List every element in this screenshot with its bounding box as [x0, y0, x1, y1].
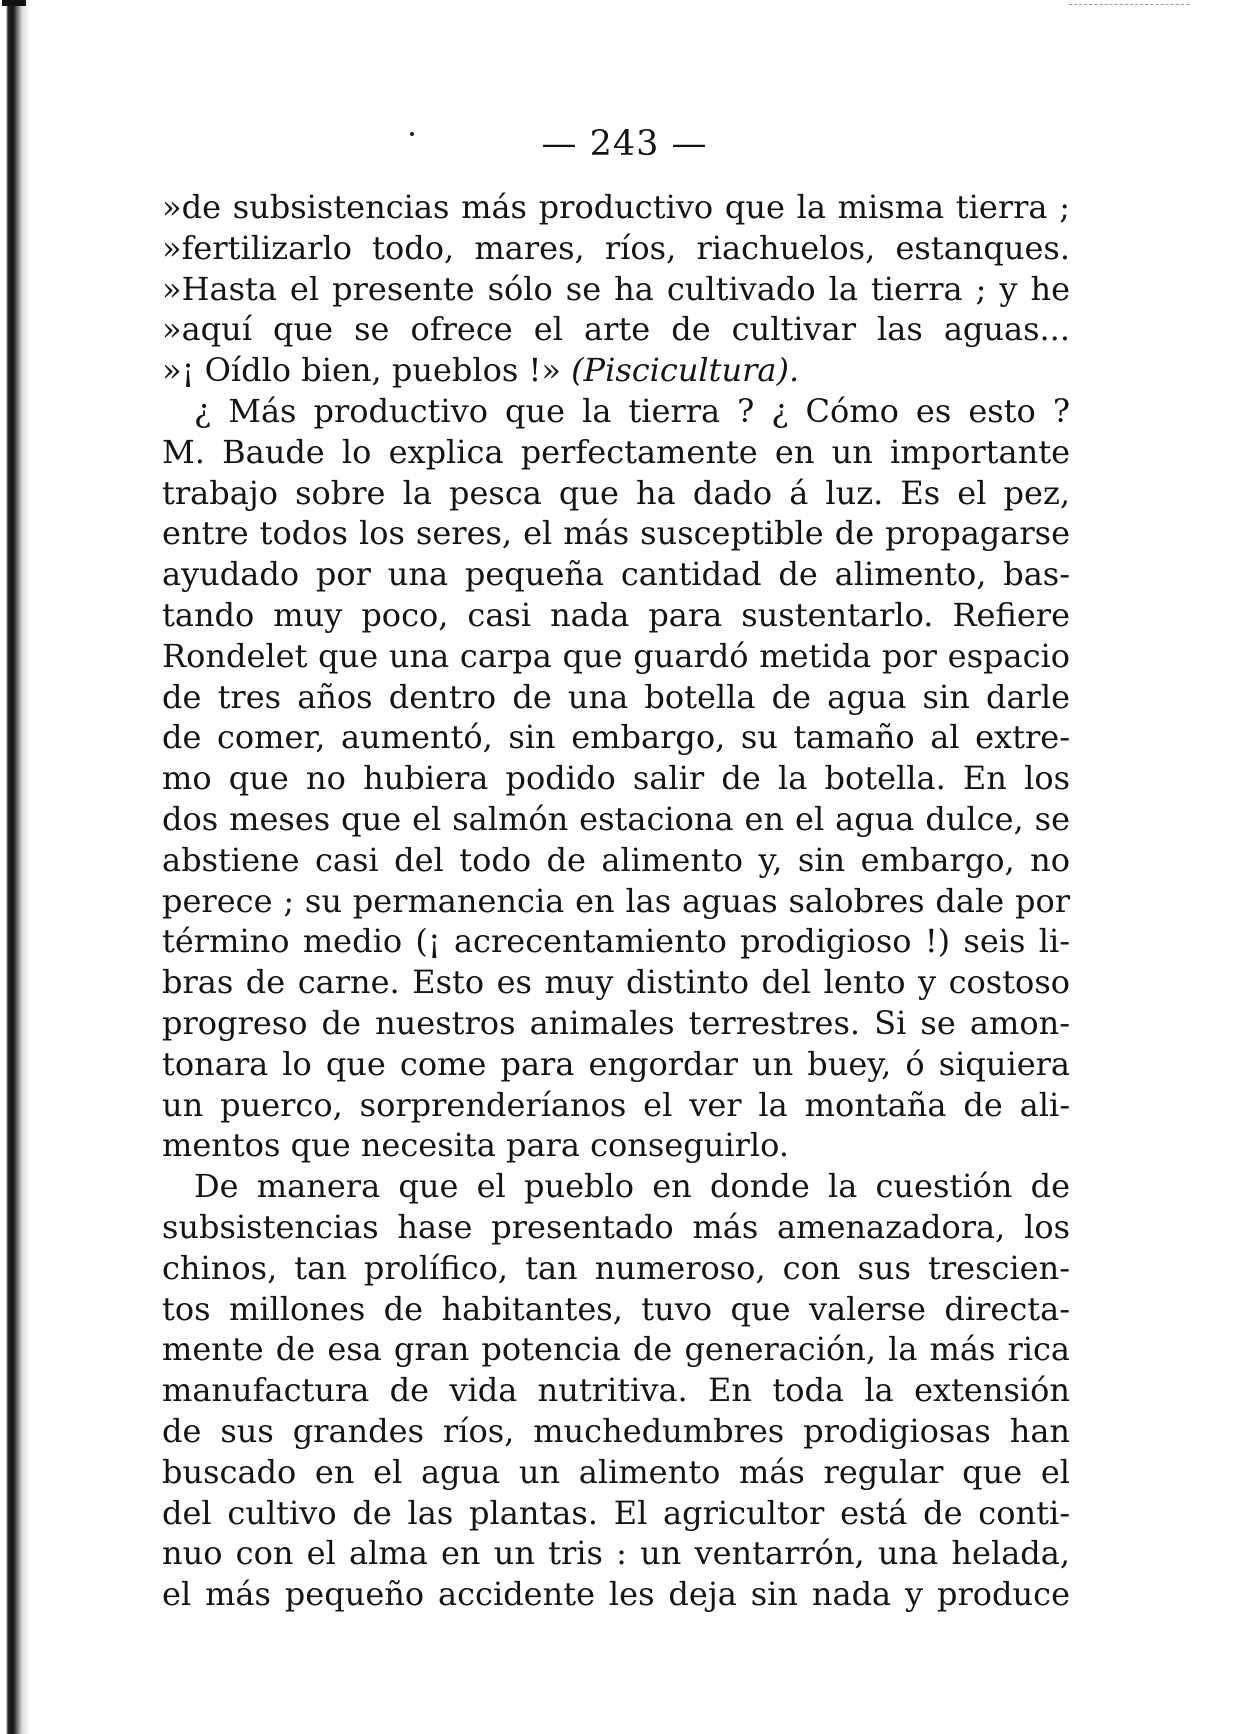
text-line: mentos que necesita para conseguirlo. [162, 1126, 789, 1165]
text-line: perece ; su permanencia en las aguas salobres dale por [162, 881, 1070, 920]
text-line: tos millones de habitantes, tuvo que valerse directa- [162, 1289, 1070, 1328]
text-line: subsistencias hase presentado más amenazadora, los [162, 1207, 1070, 1246]
body-text [162, 187, 1070, 1615]
text-line: »Hasta el presente sólo se ha cultivado la tierra ; y he [162, 269, 1070, 308]
text-line: »fertilizarlo todo, mares, ríos, riachuelos, estanques. [162, 228, 1070, 267]
citation: (Piscicultura). [571, 351, 800, 390]
text-line: progreso de nuestros animales terrestres. Si se amon- [162, 1003, 1070, 1042]
text-line: buscado en el agua un alimento más regular que el [162, 1452, 1070, 1491]
text-line: M. Baude lo explica perfectamente en un importante [162, 432, 1070, 471]
paragraph-start: ¿ Más productivo que la tierra ? ¿ Cómo es esto ? [194, 391, 1070, 430]
text-line: término medio (¡ acrecentamiento prodigioso !) seis li- [162, 922, 1070, 961]
scan-binding-edge [0, 0, 36, 1734]
text-line: tonara lo que come para engordar un buey, ó siquiera [162, 1044, 1070, 1083]
text-line: tando muy poco, casi nada para sustentarlo. Refiere [162, 595, 1070, 634]
text-line: dos meses que el salmón estaciona en el agua dulce, se [162, 799, 1070, 838]
text-line: bras de carne. Esto es muy distinto del lento y costoso [162, 963, 1070, 1002]
text-line: nuo con el alma en un tris : un ventarrón, una helada, [162, 1534, 1070, 1573]
text-line: manufactura de vida nutritiva. En toda la extensión [162, 1371, 1070, 1410]
text-line: ayudado por una pequeña cantidad de alimento, bas- [162, 555, 1070, 594]
text-line: Rondelet que una carpa que guardó metida por espacio [162, 636, 1070, 675]
text-line: chinos, tan prolífico, tan numeroso, con sus trescien- [162, 1248, 1070, 1287]
scan-artifact [1069, 4, 1189, 7]
text-line: del cultivo de las plantas. El agricultor está de conti- [162, 1493, 1070, 1532]
scan-binding-corner [2, 0, 26, 34]
paragraph-start: De manera que el pueblo en donde la cuestión de [194, 1167, 1070, 1206]
text-line: mente de esa gran potencia de generación, la más rica [162, 1330, 1070, 1369]
text-line: el más pequeño accidente les deja sin nada y produce [162, 1575, 1070, 1614]
text-line: un puerco, sorprenderíanos el ver la montaña de ali- [162, 1085, 1070, 1124]
quote-end: »¡ Oídlo bien, pueblos !» [162, 351, 561, 390]
text-line [162, 350, 1070, 391]
text-line: de sus grandes ríos, muchedumbres prodigiosas han [162, 1411, 1070, 1450]
text-line: trabajo sobre la pesca que ha dado á luz. Es el pez, [162, 473, 1070, 512]
text-line: entre todos los seres, el más susceptible de propagarse [162, 514, 1070, 553]
text-line: »aquí que se ofrece el arte de cultivar las aguas... [162, 310, 1070, 349]
text-line: mo que no hubiera podido salir de la botella. En los [162, 759, 1070, 798]
page-number: — 243 — [541, 124, 708, 164]
text-line: de comer, aumentó, sin embargo, su tamaño al extre- [162, 718, 1070, 757]
text-line: de tres años dentro de una botella de agua sin darle [162, 677, 1070, 716]
text-line: abstiene casi del todo de alimento y, sin embargo, no [162, 840, 1070, 879]
text-line: »de subsistencias más productivo que la misma tierra ; [162, 188, 1070, 226]
